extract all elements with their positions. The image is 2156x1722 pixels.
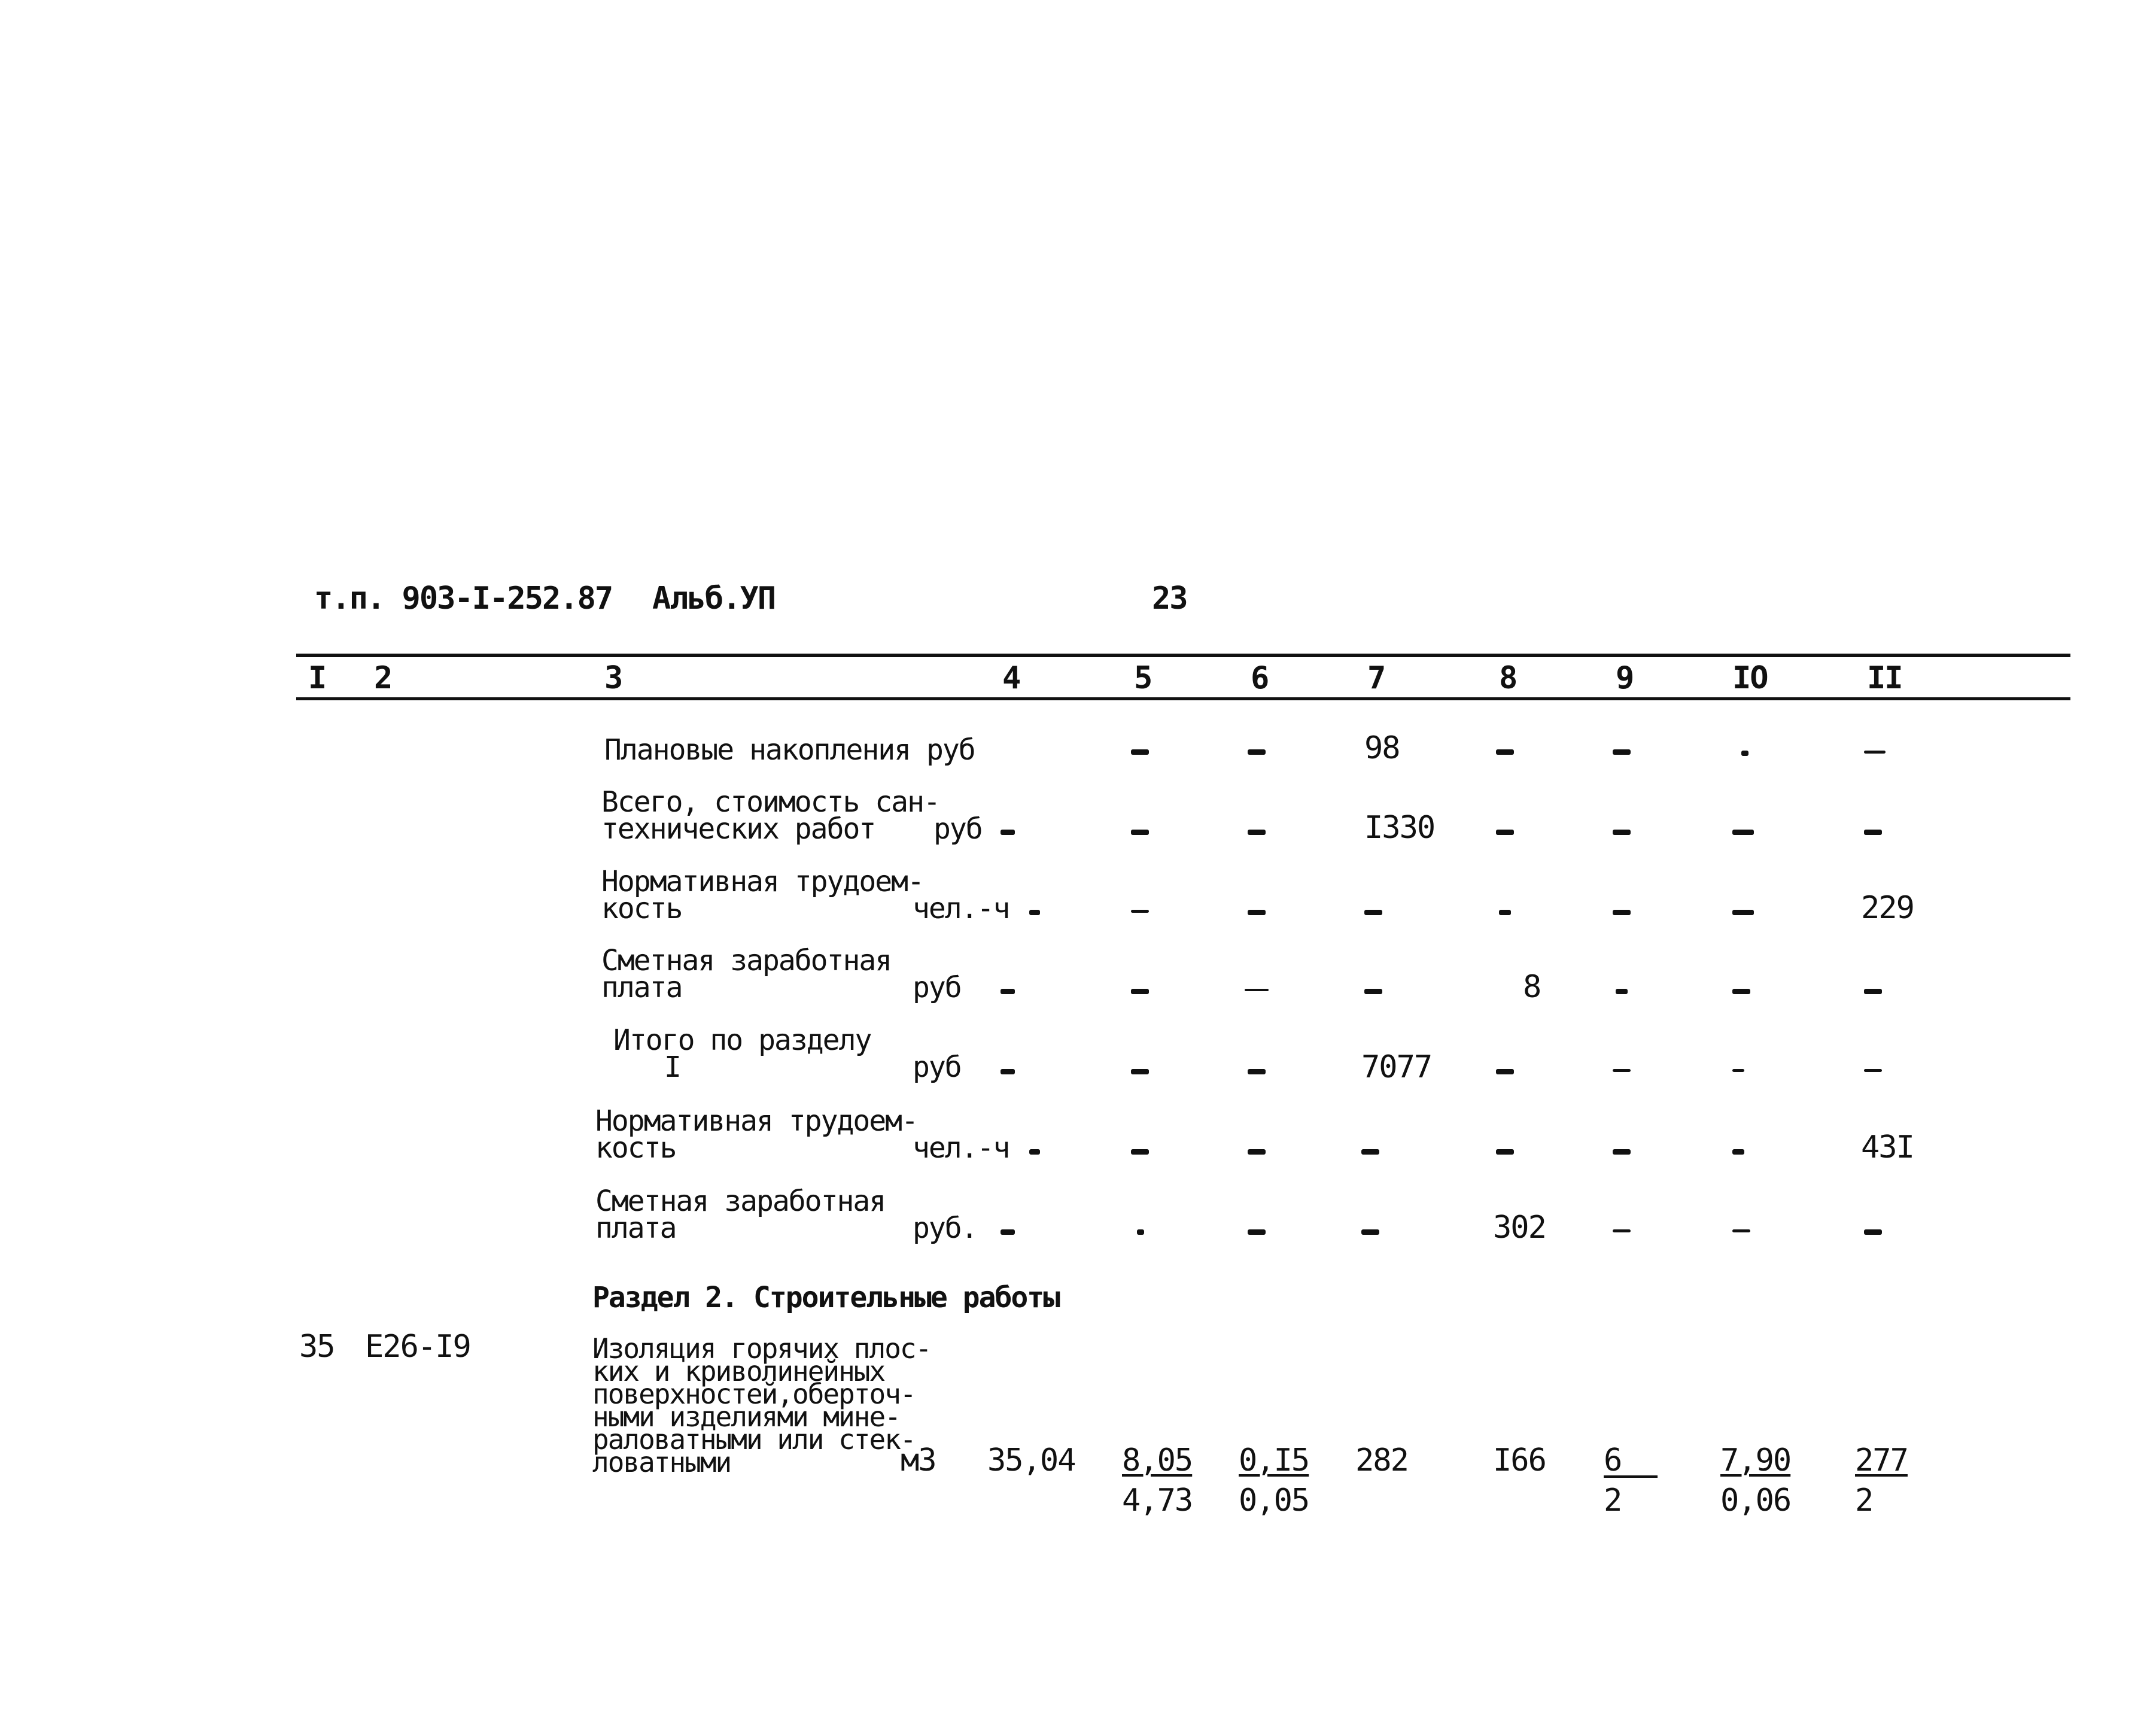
- dash-mark: [1864, 751, 1886, 754]
- item-c6-bottom: 0,05: [1239, 1483, 1309, 1518]
- section-title: Раздел 2. Строительные работы: [592, 1281, 1060, 1314]
- dash-mark: [1248, 1149, 1266, 1155]
- dash-mark: [1496, 1069, 1514, 1074]
- item-description-line6: ловатными: [592, 1446, 731, 1478]
- dash-mark: [1131, 749, 1149, 755]
- row-unit: чел.-ч: [913, 892, 1009, 925]
- item-c8: I66: [1493, 1442, 1546, 1478]
- row-description-line2: I: [664, 1050, 680, 1084]
- row-unit: чел.-ч: [913, 1131, 1009, 1165]
- row-value-c11: 229: [1861, 890, 1914, 926]
- row-description-line1: Итого по разделу: [613, 1024, 871, 1057]
- dash-mark: [1364, 910, 1382, 915]
- page-number: 23: [1152, 581, 1187, 616]
- row-description-line1: Нормативная трудоем-: [595, 1104, 917, 1138]
- dash-mark: [1864, 1229, 1882, 1235]
- dash-mark: [1613, 1069, 1631, 1072]
- item-description-line3: поверхностей,оберточ-: [592, 1378, 916, 1410]
- col-header-7: 7: [1367, 660, 1385, 696]
- dash-mark: [1361, 1149, 1379, 1155]
- item-c5-bottom: 4,73: [1122, 1483, 1193, 1518]
- row-unit: руб: [933, 812, 982, 846]
- dash-mark: [1248, 830, 1266, 835]
- item-c11-top: 277: [1855, 1442, 1908, 1478]
- item-c11-bottom: 2: [1855, 1483, 1873, 1518]
- row-description-line2: технических работ: [601, 812, 875, 846]
- dash-mark: [1496, 830, 1514, 835]
- col-header-3: 3: [604, 660, 622, 696]
- dash-mark: [1732, 1069, 1744, 1072]
- dash-mark: [1499, 910, 1511, 915]
- item-c5-top: 8,05: [1122, 1442, 1193, 1478]
- item-c9-bottom: 2: [1604, 1483, 1622, 1518]
- item-description-line2: ких и криволинейных: [592, 1355, 885, 1387]
- dash-mark: [1248, 749, 1266, 755]
- dash-mark: [1864, 830, 1882, 835]
- col-header-1: I: [308, 660, 326, 696]
- row-description-line2: плата: [595, 1211, 676, 1245]
- dash-mark: [1496, 1149, 1514, 1155]
- row-value-c7: 98: [1364, 730, 1400, 766]
- header-top-rule: [296, 654, 2070, 657]
- dash-mark: [1137, 1229, 1144, 1235]
- dash-mark: [1361, 1229, 1379, 1235]
- dash-mark: [1732, 1149, 1744, 1155]
- row-unit: руб: [913, 971, 961, 1004]
- dash-mark: [1732, 830, 1754, 835]
- item-c10-top: 7,90: [1720, 1442, 1791, 1478]
- dash-mark: [1248, 910, 1266, 915]
- dash-mark: [1029, 1149, 1040, 1155]
- col-header-6: 6: [1251, 660, 1269, 696]
- dash-mark: [1364, 989, 1382, 994]
- item-description-line5: раловатными или стек-: [592, 1423, 916, 1456]
- header-bottom-rule: [296, 697, 2070, 700]
- item-code: Е26-I9: [365, 1329, 470, 1365]
- row-value-c7: I330: [1364, 810, 1435, 846]
- dash-mark: [1248, 1069, 1266, 1074]
- item-c9-top: 6: [1604, 1445, 1658, 1478]
- row-unit: руб.: [913, 1211, 977, 1245]
- dash-mark: [1245, 989, 1269, 991]
- row-description-line1: Сметная заработная: [595, 1185, 886, 1218]
- row-description-line2: кость: [601, 892, 682, 925]
- row-description: Плановые накопления руб: [604, 733, 975, 767]
- dash-mark: [1131, 910, 1149, 913]
- col-header-8: 8: [1499, 660, 1517, 696]
- item-c10-bottom: 0,06: [1720, 1483, 1791, 1518]
- dash-mark: [1732, 1229, 1750, 1232]
- col-header-5: 5: [1134, 660, 1152, 696]
- dash-mark: [1613, 910, 1631, 915]
- row-value-c8: 8: [1523, 969, 1541, 1005]
- row-unit: руб: [913, 1050, 961, 1084]
- dash-mark: [1131, 1149, 1149, 1155]
- row-value-c8: 302: [1493, 1210, 1546, 1246]
- col-header-11: II: [1867, 660, 1902, 696]
- col-header-2: 2: [374, 660, 392, 696]
- item-number: 35: [299, 1329, 335, 1365]
- dash-mark: [1613, 1149, 1631, 1155]
- dash-mark: [1001, 1229, 1015, 1235]
- item-description-line4: ными изделиями мине-: [592, 1401, 900, 1433]
- dash-mark: [1001, 1069, 1015, 1074]
- dash-mark: [1131, 1069, 1149, 1074]
- item-description-line1: Изоляция горячих плос-: [592, 1332, 931, 1365]
- dash-mark: [1001, 989, 1015, 994]
- album-label: Альб.УП: [652, 581, 776, 616]
- dash-mark: [1864, 1069, 1882, 1072]
- row-value-c7: 7077: [1361, 1049, 1432, 1085]
- dash-mark: [1248, 1229, 1266, 1235]
- dash-mark: [1613, 1229, 1631, 1232]
- dash-mark: [1732, 989, 1750, 994]
- row-value-c11: 43I: [1861, 1129, 1914, 1165]
- dash-mark: [1613, 749, 1631, 755]
- dash-mark: [1613, 830, 1631, 835]
- dash-mark: [1616, 989, 1628, 994]
- row-description-line1: Всего, стоимость сан-: [601, 785, 939, 819]
- row-description-line2: кость: [595, 1131, 676, 1165]
- dash-mark: [1732, 910, 1754, 915]
- dash-mark: [1496, 749, 1514, 755]
- item-unit: м3: [901, 1442, 936, 1478]
- dash-mark: [1741, 751, 1748, 756]
- dash-mark: [1131, 830, 1149, 835]
- col-header-4: 4: [1002, 660, 1020, 696]
- item-c7: 282: [1355, 1442, 1408, 1478]
- item-quantity: 35,04: [987, 1442, 1075, 1478]
- dash-mark: [1001, 830, 1015, 835]
- row-description-line2: плата: [601, 971, 682, 1004]
- row-description-line1: Нормативная трудоем-: [601, 865, 923, 898]
- dash-mark: [1029, 910, 1040, 915]
- dash-mark: [1131, 989, 1149, 994]
- item-c6-top: 0,I5: [1239, 1442, 1309, 1478]
- col-header-9: 9: [1616, 660, 1634, 696]
- row-description-line1: Сметная заработная: [601, 944, 892, 977]
- dash-mark: [1864, 989, 1882, 994]
- col-header-10: IO: [1732, 660, 1768, 696]
- doc-reference: т.п. 903-I-252.87: [314, 581, 613, 616]
